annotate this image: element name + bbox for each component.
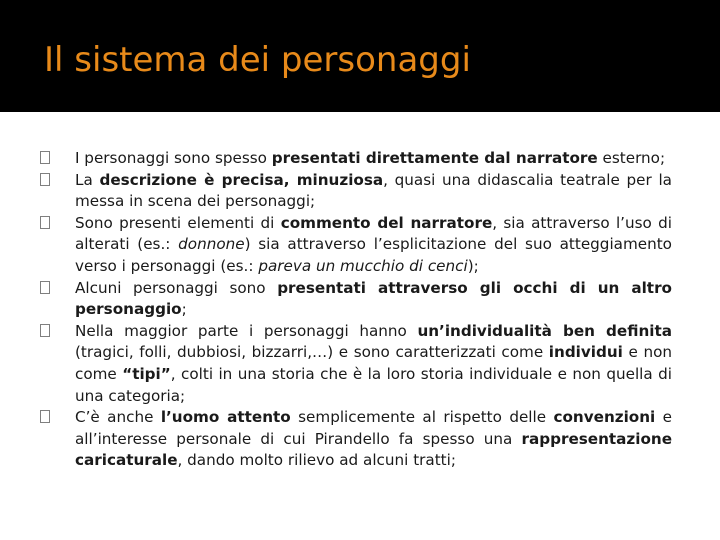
bullet-text [75,279,672,319]
bullet-text-run: semplicemente al rispetto delle [290,408,554,427]
bullet-text-bold: presentati direttamente dal narratore [271,149,598,167]
bullet-text-run: Alcuni personaggi sono [75,278,278,297]
square-outline-icon [40,281,50,294]
bullet-text-run: ) sia attraverso l’esplicitazione del suo atteggiamento verso i personaggi (es.: [75,235,672,275]
bullet-text-bold: l’uomo attento [160,408,291,427]
bullet-text-bold: presentati attraverso gli occhi di un altro personaggio [75,278,672,319]
square-outline-icon [40,410,50,423]
bullet-text-run: esterno; [597,149,666,167]
title-bar [0,0,720,112]
bullet-text [75,322,672,405]
bullet-text-run: , sia attraverso l’uso di alterati (es.: [75,213,672,254]
bullet-text-run: (tragici, folli, dubbiosi, bizzarri,…) e sono caratterizzati come [75,343,549,362]
bullet-item [40,148,672,170]
bullet-text-run: e non come [75,343,672,383]
bullet-text-run: Sono presenti elementi di [75,213,281,232]
bullet-text [75,214,672,275]
bullet-text-italic: donnone [178,235,245,254]
square-outline-icon [40,151,50,164]
square-outline-icon [40,216,50,229]
bullet-text-italic: pareva un mucchio di cenci [258,256,468,275]
bullet-text-run: I personaggi sono spesso [75,149,272,167]
bullet-list [40,148,672,472]
square-outline-icon [40,324,50,337]
bullet-text-bold: convenzioni [553,408,656,427]
bullet-text-run: Nella maggior parte i personaggi hanno [75,321,418,340]
bullet-text-run: e all’interesse personale di cui Pirandello fa spesso una [75,408,673,448]
bullet-item [40,213,672,278]
square-outline-icon [40,173,50,186]
bullet-text-bold: rappresentazione caricaturale [75,429,672,470]
bullet-text [75,408,672,469]
bullet-text-run: , colti in una storia che è la loro storia individuale e non quella di una categoria; [75,364,672,405]
bullet-text-bold: commento del narratore [280,213,493,232]
bullet-text-run: , quasi una didascalia teatrale per la messa in scena dei personaggi; [75,170,672,211]
slide-title: Il sistema dei personaggi [44,40,471,80]
bullet-text-bold: “tipi” [122,364,171,383]
bullet-item [40,170,672,213]
bullet-text [75,171,672,211]
bullet-text-bold: un’individualità ben definita [417,321,673,340]
bullet-text-run: ; [181,300,187,319]
bullet-text-bold: individui [548,343,623,362]
bullet-text-run: ); [467,256,479,275]
bullet-item [40,407,672,472]
bullet-text-run: , dando molto rilievo ad alcuni tratti; [177,451,456,470]
bullet-item [40,321,672,407]
bullet-item [40,278,672,321]
bullet-text [75,149,665,167]
bullet-text-run: La [75,170,100,189]
bullet-text-bold: descrizione è precisa, minuziosa [99,170,384,189]
bullet-text-run: C’è anche [75,408,161,427]
